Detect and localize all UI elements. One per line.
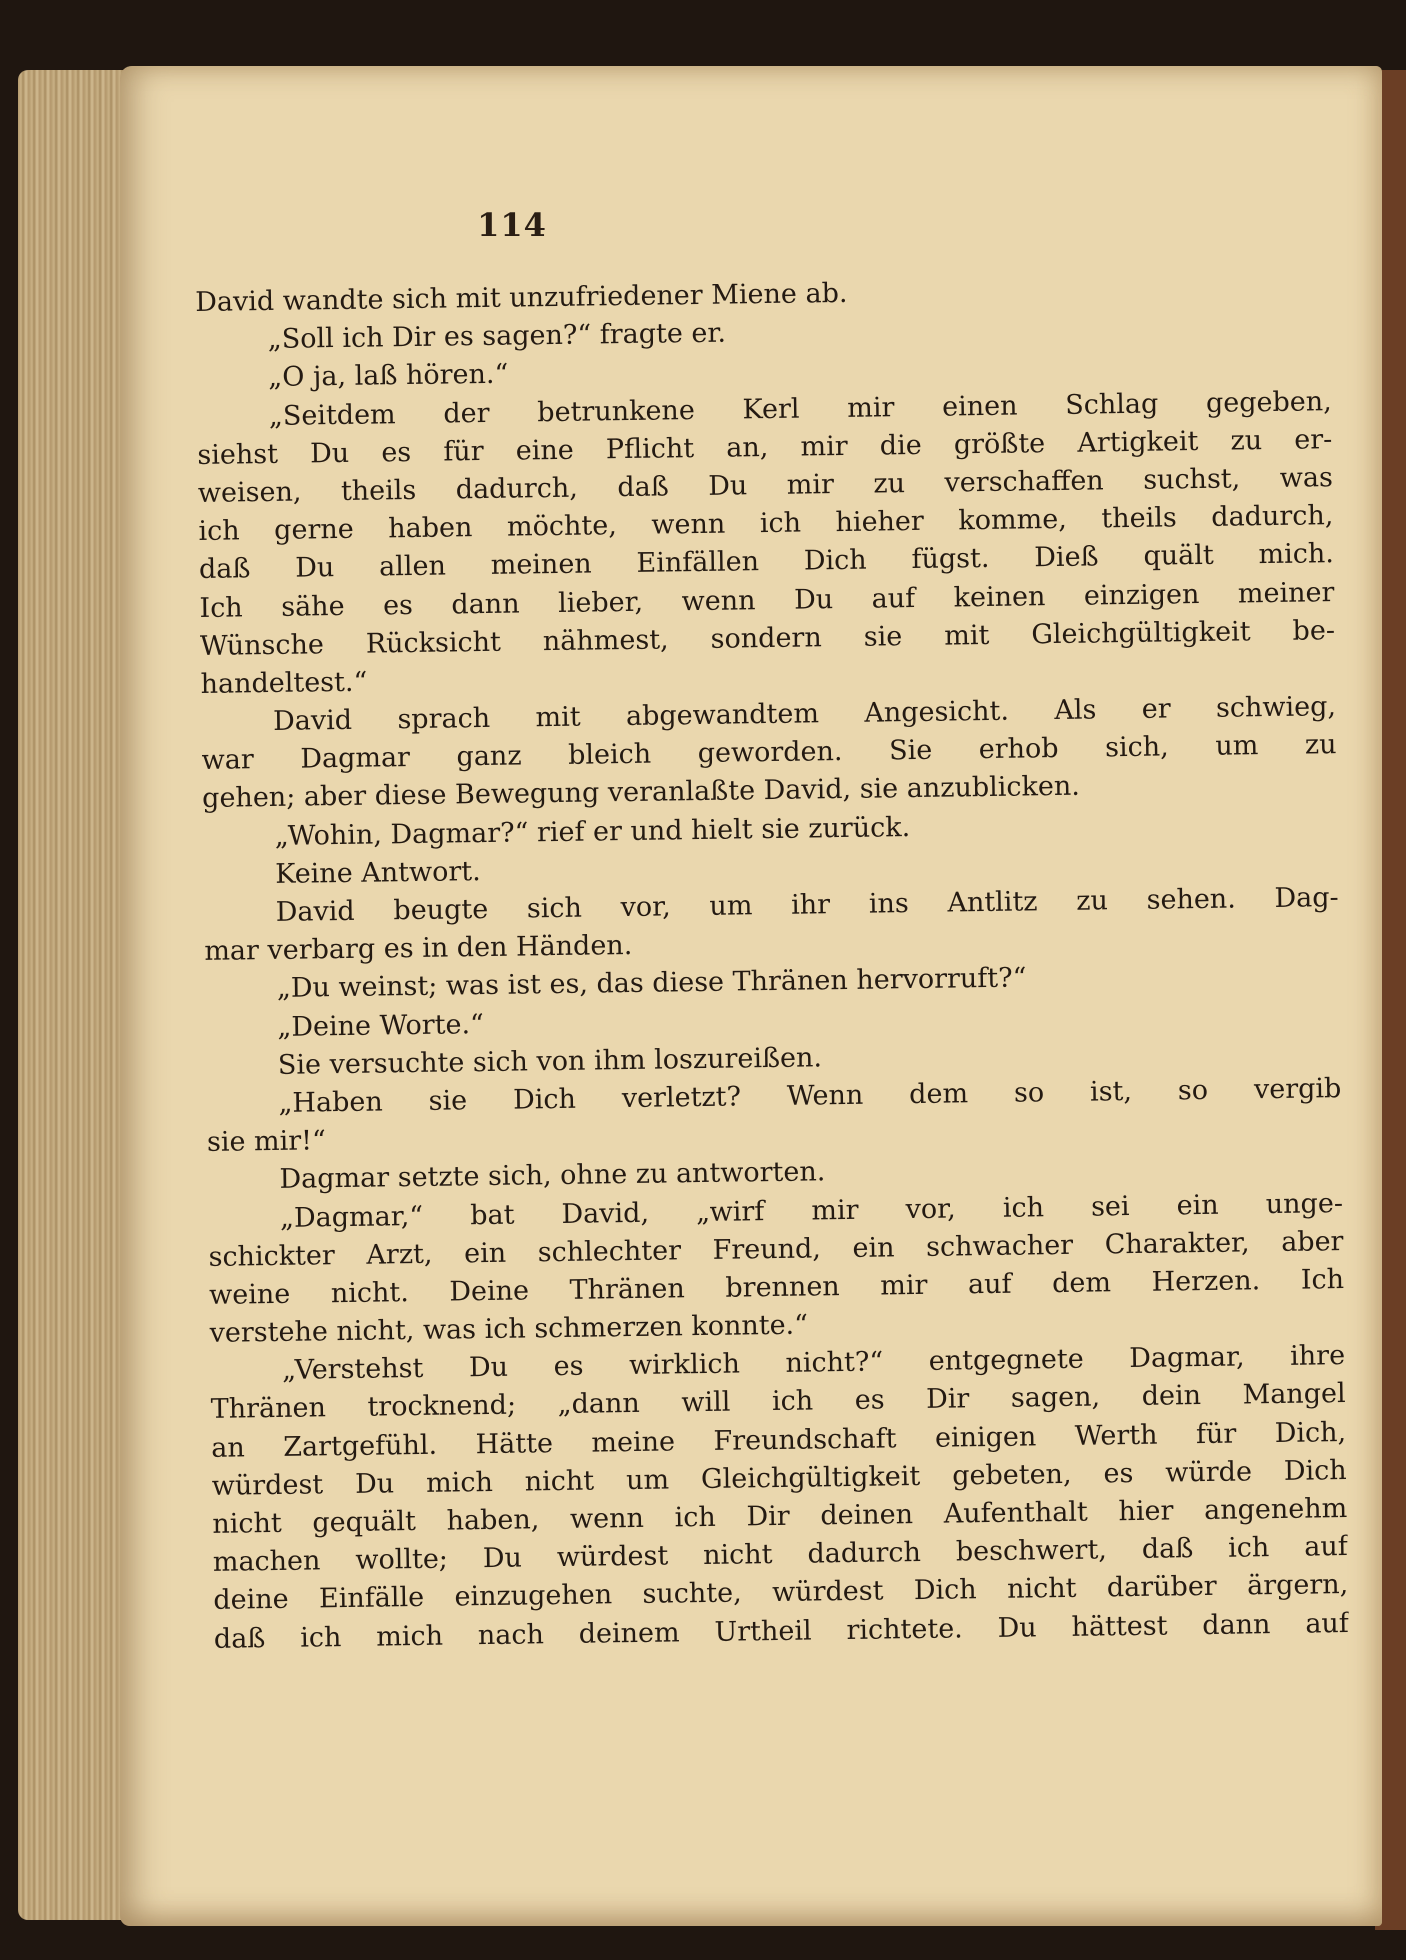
text-line: daß Du allen meinen Einfällen Dich fügst. Dieß quält mich.	[198, 538, 1335, 586]
text-line: deine Einfälle einzugehen suchte, würdest Dich nicht darüber ärgern,	[213, 1569, 1349, 1617]
text-line: schickter Arzt, ein schlechter Freund, ein schwacher Charakter, aber	[208, 1225, 1344, 1273]
text-line: war Dagmar ganz bleich geworden. Sie erhob sich, um zu	[201, 729, 1337, 777]
text-line: ich gerne haben möchte, wenn ich hieher komme, theils dadurch,	[198, 500, 1334, 548]
text-line: handeltest.“	[200, 666, 368, 700]
page-edges	[18, 70, 133, 1920]
text-line: David beugte sich vor, um ihr ins Antlitz zu sehen. Dag-	[275, 882, 1339, 928]
text-line: würdest Du mich nicht um Gleichgültigkeit gebeten, es würde Dich	[211, 1454, 1347, 1502]
text-line: nicht gequält haben, wenn ich Dir deinen Aufenthalt hier angenehm	[212, 1493, 1348, 1540]
text-line: mar verbarg es in den Händen.	[204, 930, 633, 968]
text-line: „Seitdem der betrunkene Kerl mir einen Schlag gegeben,	[268, 385, 1332, 432]
text-line: Wünsche Rücksicht nähmest, sondern sie mit Gleichgültigkeit be-	[199, 614, 1336, 662]
text-line: „Du weinst; was ist es, das diese Thränen hervorruft?“	[276, 962, 1027, 1005]
text-line: an Zartgefühl. Hätte meine Freundschaft einigen Werth für Dich,	[211, 1416, 1347, 1464]
text-line: Thränen trocknend; „dann will ich es Dir sagen, dein Mangel	[210, 1378, 1346, 1426]
text-line: gehen; aber diese Bewegung veranlaßte David, sie anzublicken.	[201, 771, 1081, 815]
text-line: machen wollte; Du würdest nicht dadurch beschwert, daß ich auf	[212, 1531, 1348, 1579]
text-line: weine nicht. Deine Thränen brennen mir auf dem Herzen. Ich	[208, 1263, 1345, 1311]
text-line: „Wohin, Dagmar?“ rief er und hielt sie zurück.	[274, 811, 911, 852]
page-text	[195, 268, 1349, 1658]
text-line: David wandte sich mit unzufriedener Miene ab.	[195, 277, 848, 318]
text-line: Sie versuchte sich von ihm loszureißen.	[277, 1042, 823, 1081]
text-line: sie mir!“	[206, 1125, 327, 1159]
text-line: „O ja, laß hören.“	[268, 359, 509, 394]
text-line: „Verstehst Du es wirklich nicht?“ entgegnete Dagmar, ihre	[281, 1340, 1346, 1387]
text-line: „Dagmar,“ bat David, „wirf mir vor, ich sei ein unge-	[279, 1187, 1344, 1234]
text-line: weisen, theils dadurch, daß Du mir zu verschaffen suchst, was	[197, 462, 1334, 509]
text-line: Dagmar setzte sich, ohne zu antworten.	[279, 1156, 826, 1196]
text-line: siehst Du es für eine Pflicht an, mir die größte Artigkeit zu er-	[197, 423, 1333, 471]
text-line: „Deine Worte.“	[277, 1008, 485, 1043]
text-line: „Haben sie Dich verletzt? Wenn dem so ist, so vergib	[278, 1073, 1342, 1119]
text-line: daß ich mich nach deinem Urtheil richtete. Du hättest dann auf	[213, 1607, 1350, 1655]
text-line: Keine Antwort.	[275, 855, 481, 890]
page-number: 114	[477, 206, 547, 244]
text-line: „Soll ich Dir es sagen?“ fragte er.	[267, 317, 727, 356]
text-line: verstehe nicht, was ich schmerzen konnte.“	[209, 1309, 809, 1349]
text-line: David sprach mit abgewandtem Angesicht. Als er schwieg,	[272, 691, 1337, 738]
text-line: Ich sähe es dann lieber, wenn Du auf keinen einzigen meiner	[199, 576, 1335, 624]
